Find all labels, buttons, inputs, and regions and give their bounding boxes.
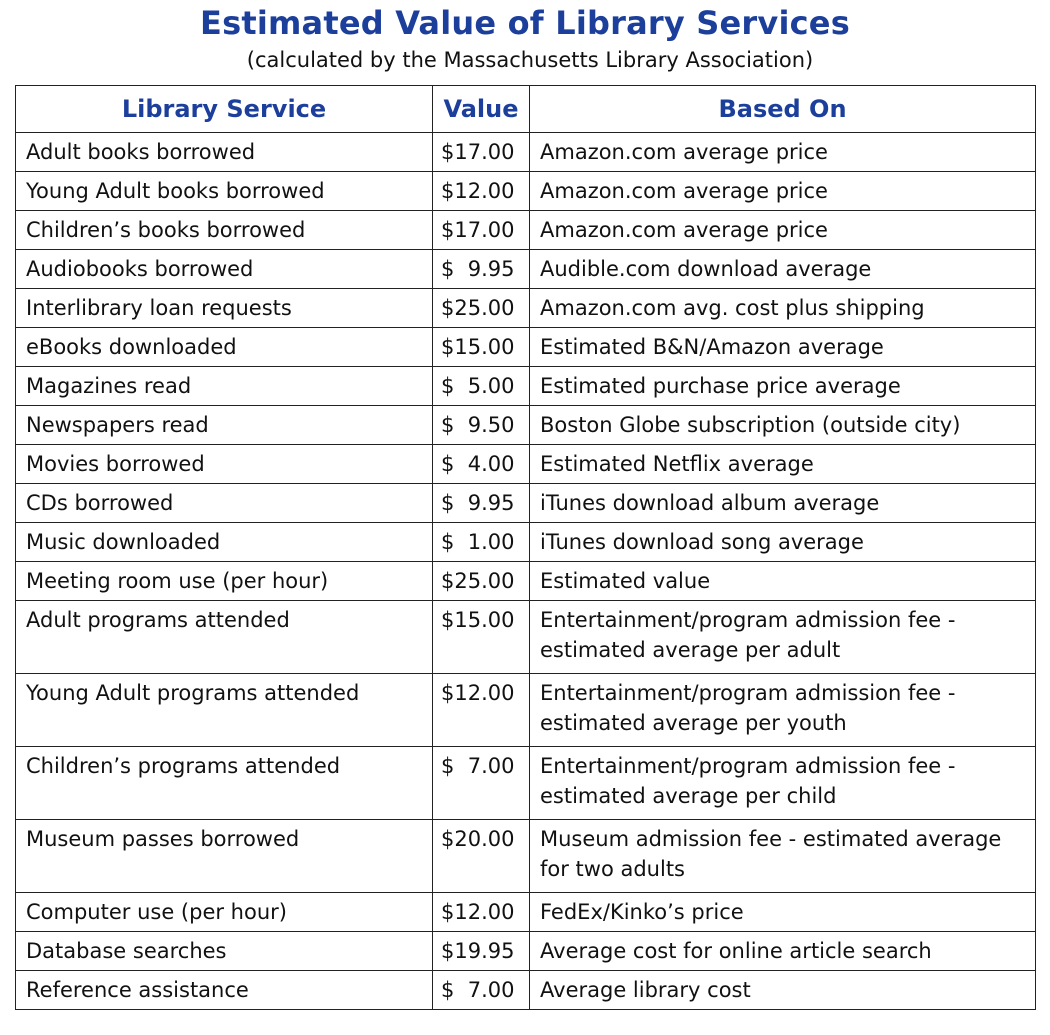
value-cell: $12.00 [433, 172, 530, 211]
value-cell: $ 9.95 [433, 484, 530, 523]
service-cell: eBooks downloaded [16, 328, 433, 367]
service-cell: Young Adult programs attended [16, 674, 433, 747]
value-cell: $ 1.00 [433, 523, 530, 562]
based-on-cell: Estimated B&N/Amazon average [530, 328, 1036, 367]
service-cell: Meeting room use (per hour) [16, 562, 433, 601]
table-row [16, 367, 1036, 406]
service-cell: Computer use (per hour) [16, 893, 433, 932]
table-row [16, 747, 1036, 820]
value-cell: $19.95 [433, 932, 530, 971]
value-cell: $ 9.95 [433, 250, 530, 289]
service-cell: Children’s programs attended [16, 747, 433, 820]
service-cell: Movies borrowed [16, 445, 433, 484]
value-cell: $17.00 [433, 211, 530, 250]
table-row [16, 971, 1036, 1010]
based-on-cell: FedEx/Kinko’s price [530, 893, 1036, 932]
table-row [16, 932, 1036, 971]
page-title: Estimated Value of Library Services [200, 4, 850, 42]
based-on-cell: Entertainment/program admission fee - estimated average per adult [530, 601, 1036, 674]
service-cell: Adult books borrowed [16, 133, 433, 172]
library-services-table [15, 85, 1036, 1010]
table-row [16, 562, 1036, 601]
based-on-cell: Amazon.com avg. cost plus shipping [530, 289, 1036, 328]
service-cell: Museum passes borrowed [16, 820, 433, 893]
based-on-cell: Estimated Netflix average [530, 445, 1036, 484]
value-cell: $25.00 [433, 562, 530, 601]
based-on-cell: Amazon.com average price [530, 133, 1036, 172]
service-cell: Young Adult books borrowed [16, 172, 433, 211]
table-row [16, 250, 1036, 289]
table-row [16, 893, 1036, 932]
table-row [16, 445, 1036, 484]
based-on-cell: Boston Globe subscription (outside city) [530, 406, 1036, 445]
value-cell: $ 4.00 [433, 445, 530, 484]
service-cell: Database searches [16, 932, 433, 971]
column-header-service: Library Service [16, 86, 433, 133]
column-header-value: Value [433, 86, 530, 133]
table-row [16, 484, 1036, 523]
table-row [16, 820, 1036, 893]
value-cell: $ 5.00 [433, 367, 530, 406]
based-on-cell: Entertainment/program admission fee - estimated average per child [530, 747, 1036, 820]
table-row [16, 328, 1036, 367]
service-cell: Interlibrary loan requests [16, 289, 433, 328]
table-row [16, 406, 1036, 445]
page-subtitle: (calculated by the Massachusetts Library Association) [246, 48, 814, 72]
based-on-cell: Average cost for online article search [530, 932, 1036, 971]
based-on-cell: Average library cost [530, 971, 1036, 1010]
table-header-row [16, 86, 1036, 133]
service-cell: Reference assistance [16, 971, 433, 1010]
table-row [16, 674, 1036, 747]
table-row [16, 289, 1036, 328]
table-row [16, 172, 1036, 211]
based-on-cell: Estimated purchase price average [530, 367, 1036, 406]
based-on-cell: iTunes download song average [530, 523, 1036, 562]
value-cell: $20.00 [433, 820, 530, 893]
value-cell: $25.00 [433, 289, 530, 328]
based-on-cell: Amazon.com average price [530, 211, 1036, 250]
value-cell: $15.00 [433, 328, 530, 367]
based-on-cell: Entertainment/program admission fee - estimated average per youth [530, 674, 1036, 747]
value-cell: $ 9.50 [433, 406, 530, 445]
based-on-cell: Audible.com download average [530, 250, 1036, 289]
based-on-cell: Estimated value [530, 562, 1036, 601]
value-cell: $17.00 [433, 133, 530, 172]
service-cell: Magazines read [16, 367, 433, 406]
column-header-based-on: Based On [530, 86, 1036, 133]
service-cell: Children’s books borrowed [16, 211, 433, 250]
service-cell: Adult programs attended [16, 601, 433, 674]
table-row [16, 523, 1036, 562]
based-on-cell: Museum admission fee - estimated average for two adults [530, 820, 1036, 893]
value-cell: $ 7.00 [433, 971, 530, 1010]
based-on-cell: iTunes download album average [530, 484, 1036, 523]
value-cell: $ 7.00 [433, 747, 530, 820]
service-cell: Newspapers read [16, 406, 433, 445]
value-cell: $12.00 [433, 674, 530, 747]
table-row [16, 211, 1036, 250]
based-on-cell: Amazon.com average price [530, 172, 1036, 211]
table-row [16, 133, 1036, 172]
service-cell: Audiobooks borrowed [16, 250, 433, 289]
service-cell: Music downloaded [16, 523, 433, 562]
table-row [16, 601, 1036, 674]
service-cell: CDs borrowed [16, 484, 433, 523]
value-cell: $15.00 [433, 601, 530, 674]
value-cell: $12.00 [433, 893, 530, 932]
